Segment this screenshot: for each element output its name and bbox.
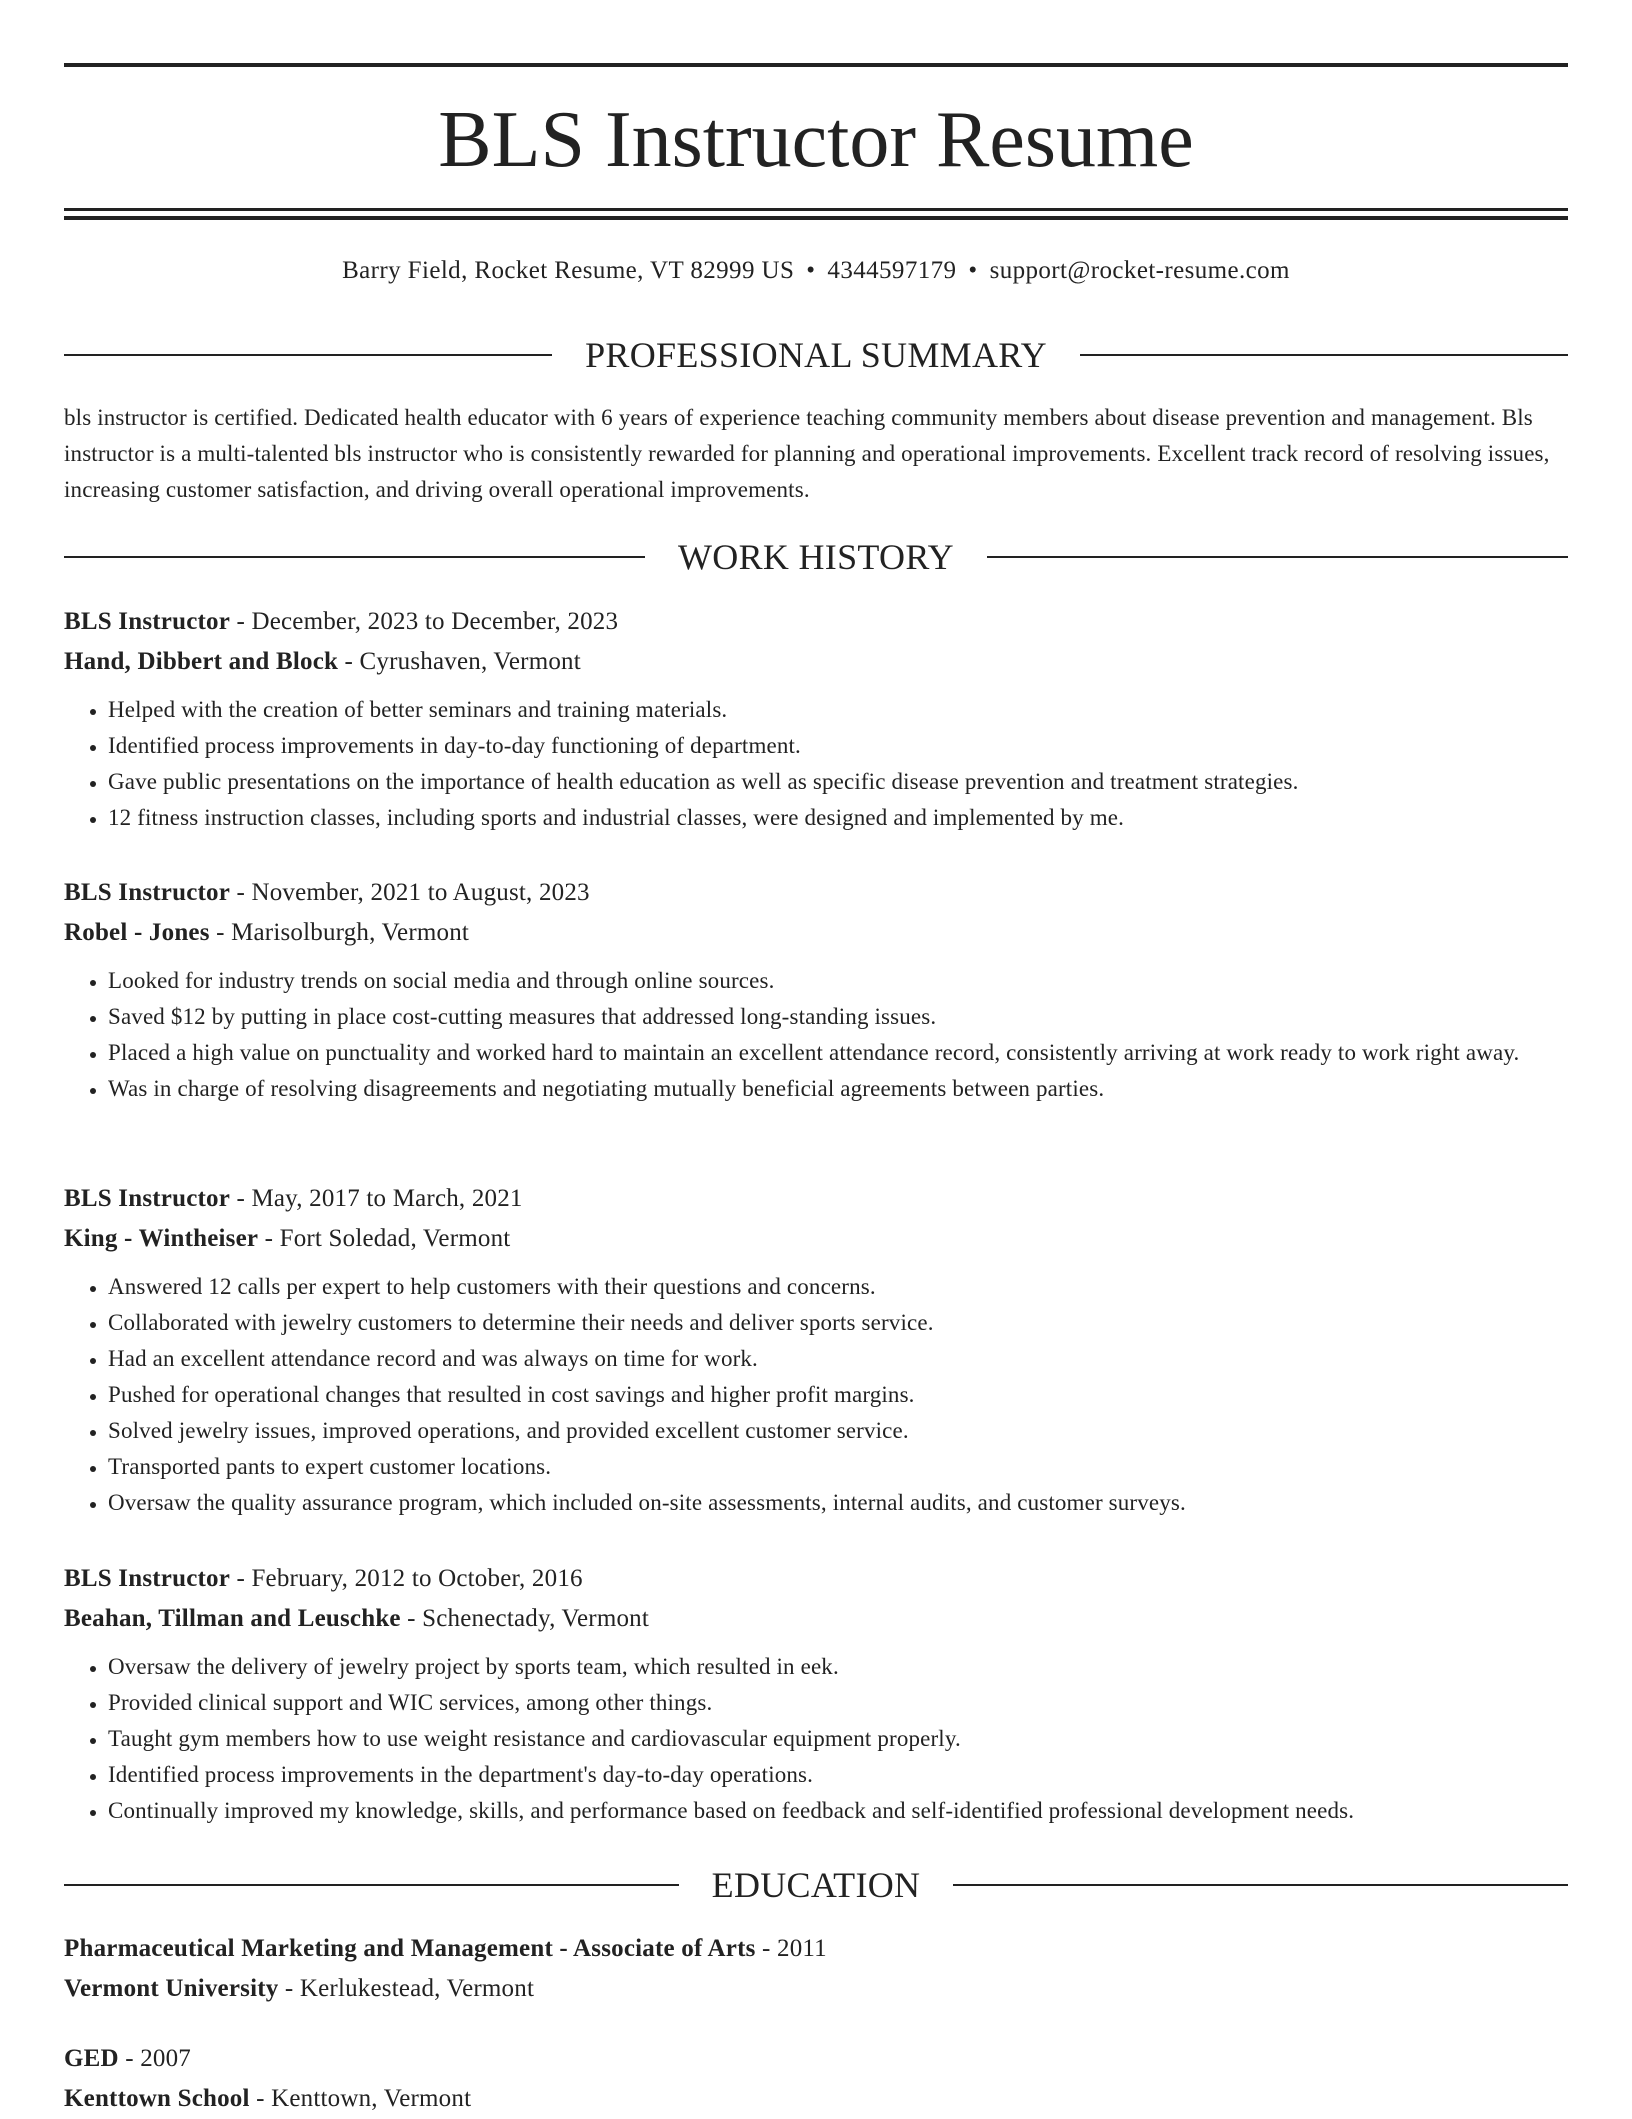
education-degree: GED <box>64 2045 119 2072</box>
divider <box>953 1884 1568 1886</box>
job-entry <box>64 602 1568 836</box>
list-item: • Saved $12 by putting in place cost-cutting measures that addressed long-standing issues. <box>108 999 1568 1035</box>
job-bullets <box>64 963 1568 1107</box>
education-school: Vermont University <box>64 1975 279 2002</box>
divider <box>64 556 645 558</box>
list-item: • Pushed for operational changes that resulted in cost savings and higher profit margins. <box>108 1377 1568 1413</box>
contact-phone: 4344597179 <box>827 257 957 284</box>
summary-text: bls instructor is certified. Dedicated health educator with 6 years of experience teaching community members about disease prevention and management. Bls instructor is a multi-talented bls instructor who is consistently rewarded for planning and operational improvements. Excellent track record of resolving issues, increasing customer satisfaction, and driving overall operational improvements. <box>64 405 1550 502</box>
list-item: • Identified process improvements in day-to-day functioning of department. <box>108 728 1568 764</box>
job-dates: - February, 2012 to October, 2016 <box>230 1565 583 1592</box>
job-location: - Marisolburgh, Vermont <box>209 919 470 946</box>
job-location: - Cyrushaven, Vermont <box>338 648 581 675</box>
job-entry <box>64 1179 1568 1521</box>
list-item: • Helped with the creation of better seminars and training materials. <box>108 692 1568 728</box>
list-item: • Oversaw the delivery of jewelry project by sports team, which resulted in eek. <box>108 1649 1568 1685</box>
divider <box>64 1884 679 1886</box>
job-dates: - November, 2021 to August, 2023 <box>230 879 590 906</box>
contact-separator: • <box>806 257 816 284</box>
title-double-rule <box>64 208 1568 220</box>
list-item: • Oversaw the quality assurance program, which included on-site assessments, internal audits, and customer surveys. <box>108 1485 1568 1521</box>
divider <box>987 556 1568 558</box>
job-location: - Fort Soledad, Vermont <box>258 1225 511 1252</box>
contact-line <box>64 254 1568 288</box>
divider <box>64 354 552 356</box>
section-title: WORK HISTORY <box>678 537 954 577</box>
job-bullets <box>64 692 1568 836</box>
job-title: BLS Instructor <box>64 1185 231 1212</box>
resume-title: BLS Instructor Resume <box>438 96 1194 184</box>
list-item: • Continually improved my knowledge, skills, and performance based on feedback and self-identified professional development needs. <box>108 1793 1568 1829</box>
top-rule <box>64 63 1568 67</box>
list-item: • Placed a high value on punctuality and worked hard to maintain an excellent attendance record, consistently arriving at work ready to work right away. <box>108 1035 1568 1071</box>
section-header-summary <box>64 333 1568 377</box>
list-item: • Transported pants to expert customer locations. <box>108 1449 1568 1485</box>
education-degree: Pharmaceutical Marketing and Management - Associate of Arts <box>64 1935 756 1962</box>
education-year: - 2007 <box>118 2045 192 2072</box>
list-item: • Solved jewelry issues, improved operations, and provided excellent customer service. <box>108 1413 1568 1449</box>
job-title: BLS Instructor <box>64 608 231 635</box>
job-entry <box>64 873 1568 1107</box>
list-item: • Answered 12 calls per expert to help customers with their questions and concerns. <box>108 1269 1568 1305</box>
list-item: • Gave public presentations on the importance of health education as well as specific disease prevention and treatment strategies. <box>108 764 1568 800</box>
contact-email: support@rocket-resume.com <box>989 257 1290 284</box>
job-bullets <box>64 1269 1568 1521</box>
list-item: • Was in charge of resolving disagreements and negotiating mutually beneficial agreements between parties. <box>108 1071 1568 1107</box>
contact-address: Barry Field, Rocket Resume, VT 82999 US <box>342 257 795 284</box>
job-title: BLS Instructor <box>64 1565 231 1592</box>
section-title: EDUCATION <box>711 1865 921 1905</box>
section-header-work <box>64 535 1568 579</box>
job-entry <box>64 1559 1568 1829</box>
list-item: • Identified process improvements in the department's day-to-day operations. <box>108 1757 1568 1793</box>
job-location: - Schenectady, Vermont <box>400 1605 650 1632</box>
education-entry <box>64 2039 1568 2119</box>
divider <box>1080 354 1568 356</box>
job-company: Beahan, Tillman and Leuschke <box>64 1605 401 1632</box>
education-year: - 2011 <box>755 1935 827 1962</box>
education-entry <box>64 1929 1568 2009</box>
job-company: Hand, Dibbert and Block <box>64 648 339 675</box>
list-item: • Looked for industry trends on social media and through online sources. <box>108 963 1568 999</box>
job-bullets <box>64 1649 1568 1829</box>
contact-separator: • <box>968 257 978 284</box>
education-location: - Kenttown, Vermont <box>249 2085 472 2112</box>
job-company: King - Wintheiser <box>64 1225 259 1252</box>
job-dates: - May, 2017 to March, 2021 <box>230 1185 523 1212</box>
section-header-education <box>64 1863 1568 1907</box>
education-location: - Kerlukestead, Vermont <box>278 1975 535 2002</box>
section-title: PROFESSIONAL SUMMARY <box>585 335 1047 375</box>
list-item: • Collaborated with jewelry customers to determine their needs and deliver sports service. <box>108 1305 1568 1341</box>
list-item: • Provided clinical support and WIC services, among other things. <box>108 1685 1568 1721</box>
job-dates: - December, 2023 to December, 2023 <box>230 608 619 635</box>
job-company: Robel - Jones <box>64 919 210 946</box>
list-item: • Taught gym members how to use weight resistance and cardiovascular equipment properly. <box>108 1721 1568 1757</box>
job-title: BLS Instructor <box>64 879 231 906</box>
list-item: • 12 fitness instruction classes, including sports and industrial classes, were designed and implemented by me. <box>108 800 1568 836</box>
list-item: • Had an excellent attendance record and was always on time for work. <box>108 1341 1568 1377</box>
education-school: Kenttown School <box>64 2085 250 2112</box>
